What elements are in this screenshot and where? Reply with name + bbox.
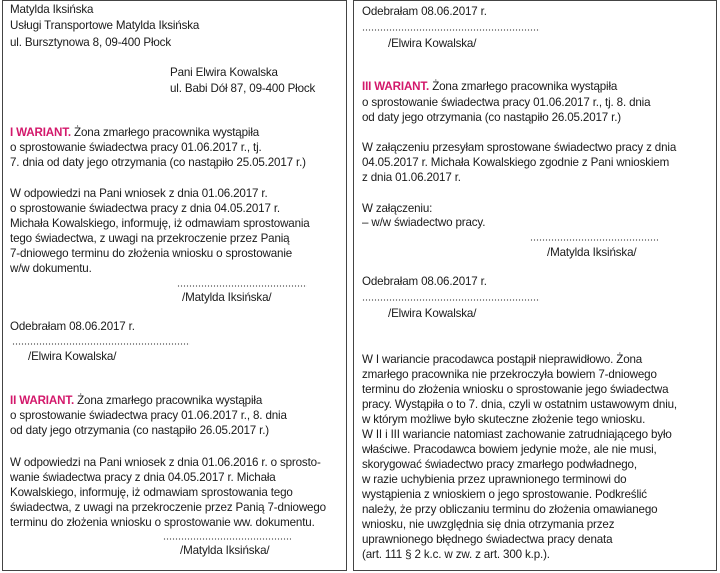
variant2-intro-line: II WARIANT. Żona zmarłego pracownika wystąpiła	[10, 394, 263, 407]
variant3-intro-line: III WARIANT. Żona zmarłego pracownika wystąpiła	[362, 80, 618, 93]
commentary-line: W I wariancie pracodawca postąpił nieprawidłowo. Żona	[362, 353, 643, 366]
commentary-line: wniosku, nie uwzględnia się dnia otrzymania przez	[362, 518, 615, 531]
commentary-line: właściwe. Pracodawca bowiem jedynie może, ale nie musi,	[362, 443, 657, 456]
variant1-received: Odebrałam 08.06.2017 r.	[10, 320, 135, 333]
variant3-intro-line: o sprostowanie świadectwa pracy 01.06.2017 r., tj. 8. dnia	[362, 96, 651, 109]
sender-name: Matylda Iksińska	[10, 3, 94, 16]
commentary-line: w razie uchybienia przez uprawnionego terminowi do	[362, 473, 627, 486]
variant2-body-line: wanie świadectwa pracy z dnia 04.05.2017 r. Michała	[10, 471, 276, 484]
variant1-intro-line: 7. dnia od daty jego otrzymania (co nastąpiło 25.05.2017 r.)	[10, 156, 306, 169]
variant3-received-signature: /Elwira Kowalska/	[388, 307, 477, 320]
variant1-intro-line: o sprostowanie świadectwa pracy 01.06.2017 r., tj.	[10, 141, 262, 154]
commentary-line: terminu do złożenia wniosku o sprostowanie jego świadectwa	[362, 383, 669, 396]
variant2-received: Odebrałam 08.06.2017 r.	[362, 5, 487, 18]
signature-line	[530, 239, 658, 241]
signature-line	[177, 285, 307, 287]
commentary-line: uprawnionego błędnego świadectwa pracy denata	[362, 533, 613, 546]
variant3-body-line: W załączeniu przesyłam sprostowane świadectwo pracy z dnia	[362, 141, 677, 154]
variant2-signature: /Matylda Iksińska/	[180, 544, 270, 557]
recipient-address: ul. Babi Dół 87, 09-400 Płock	[170, 82, 316, 95]
variant1-body-line: tego świadectwa, z uwagi na przekroczenie przez Panią	[10, 232, 290, 245]
commentary-line: pracy. Wystąpiła o to 7. dnia, czyli w ostatnim ustawowym dniu,	[362, 398, 677, 411]
variant2-body-line: świadectwa, z uwagi na przekroczenie przez Panią 7-dniowego	[10, 501, 326, 514]
variant1-received-signature: /Elwira Kowalska/	[28, 350, 117, 363]
variant1-intro-line: I WARIANT. Żona zmarłego pracownika wystąpiła	[10, 126, 260, 139]
variant1-label: I WARIANT.	[10, 126, 71, 139]
variant2-intro-line: od daty jego otrzymania (co nastąpiło 26.05.2017 r.)	[10, 424, 270, 437]
variant3-label: III WARIANT.	[362, 80, 430, 93]
commentary-line: należy, że przy obliczaniu terminu do złożenia omawianego	[362, 503, 658, 516]
commentary-line: W II i III wariancie natomiast zachowanie zatrudniającego było	[362, 428, 672, 441]
variant3-intro-line: od daty jego otrzymania (co nastąpiło 26.05.2017 r.)	[362, 111, 622, 124]
signature-line	[362, 299, 540, 301]
variant1-body-line: W odpowiedzi na Pani wniosek z dnia 01.06.2017 r.	[10, 187, 268, 200]
variant3-body-line: 04.05.2017 r. Michała Kowalskiego zgodnie z Pani wnioskiem	[362, 156, 670, 169]
variant1-body-line: w/w dokumentu.	[10, 262, 92, 275]
signature-line	[362, 29, 540, 31]
signature-line	[12, 343, 190, 345]
variant2-body-line: terminu do złożenia wniosku o sprostowanie ww. dokumentu.	[10, 516, 315, 529]
commentary-line: zmarłego pracownika nie przekroczyła bowiem 7-dniowego	[362, 368, 657, 381]
variant2-intro-line: o sprostowanie świadectwa pracy 01.06.2017 r., 8. dnia	[10, 409, 287, 422]
variant1-body-line: Michała Kowalskiego, informuję, iż odmawiam sprostowania	[10, 217, 310, 230]
variant3-received: Odebrałam 08.06.2017 r.	[362, 275, 487, 288]
variant3-body-line: z dnia 01.06.2017 r.	[362, 171, 461, 184]
right-column	[353, 0, 717, 571]
sender-company: Usługi Transportowe Matylda Iksińska	[10, 19, 200, 32]
left-column	[2, 0, 347, 571]
sender-address: ul. Bursztynowa 8, 09-400 Płock	[10, 36, 171, 49]
variant1-body-line: 7-dniowego terminu do złożenia wniosku o sprostowanie	[10, 247, 293, 260]
variant2-received-signature: /Elwira Kowalska/	[388, 37, 477, 50]
attachment-label: W załączeniu:	[362, 202, 433, 215]
signature-line	[163, 538, 291, 540]
variant1-body-line: o sprostowanie świadectwa pracy z dnia 04.05.2017 r.	[10, 202, 280, 215]
variant2-label: II WARIANT.	[10, 394, 75, 407]
variant1-signature: /Matylda Iksińska/	[182, 291, 272, 304]
commentary-line: wystąpienia z wnioskiem o jego sprostowanie. Podkreślić	[362, 488, 647, 501]
commentary-line: (art. 111 § 2 k.c. w zw. z art. 300 k.p.).	[362, 548, 550, 561]
variant3-signature: /Matylda Iksińska/	[547, 246, 637, 259]
variant2-body-line: W odpowiedzi na Pani wniosek z dnia 01.06.2016 r. o sprosto-	[10, 456, 321, 469]
commentary-line: skorygować świadectwo pracy zmarłego podwładnego,	[362, 458, 637, 471]
recipient-name: Pani Elwira Kowalska	[170, 66, 278, 79]
attachment-item: – w/w świadectwo pracy.	[362, 216, 486, 229]
variant2-body-line: Kowalskiego, informuję, iż odmawiam sprostowania tego	[10, 486, 293, 499]
commentary-line: w którym możliwe było skuteczne złożenie tego wniosku.	[362, 413, 646, 426]
